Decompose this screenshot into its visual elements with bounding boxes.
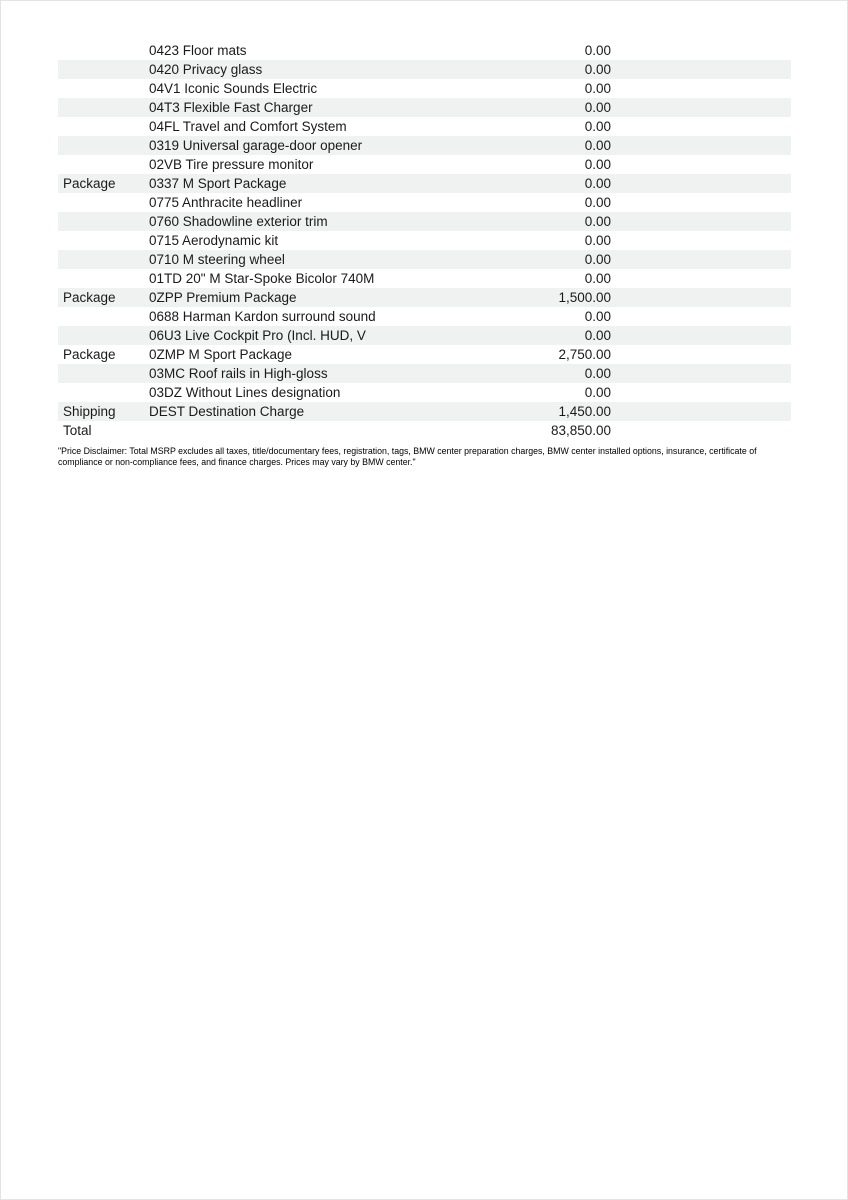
row-category: Shipping [63, 404, 116, 419]
row-price: 0.00 [584, 252, 611, 267]
row-spacer [611, 421, 791, 440]
option-row [58, 383, 791, 402]
option-row [58, 345, 791, 364]
option-row [58, 174, 791, 193]
row-category [58, 117, 149, 136]
row-category [58, 212, 149, 231]
row-price: 0.00 [584, 157, 611, 172]
option-row [58, 79, 791, 98]
row-category: Package [63, 347, 116, 362]
row-price: 0.00 [584, 366, 611, 381]
row-description: 04T3 Flexible Fast Charger [149, 100, 313, 115]
row-price: 0.00 [584, 271, 611, 286]
row-spacer [611, 402, 791, 421]
row-spacer [611, 345, 791, 364]
price-disclaimer: "Price Disclaimer: Total MSRP excludes all taxes, title/documentary fees, registration, tags, BMW center preparation charges, BMW center installed options, insurance, certificate of compliance or non-compliance fees, and finance charges. Prices may vary by BMW center." [58, 446, 757, 467]
row-spacer [611, 136, 791, 155]
row-spacer [611, 364, 791, 383]
option-row [58, 364, 791, 383]
option-row [58, 231, 791, 250]
row-description [149, 421, 514, 440]
row-spacer [611, 98, 791, 117]
row-spacer [611, 117, 791, 136]
row-category: Package [63, 176, 116, 191]
row-price: 0.00 [584, 119, 611, 134]
option-row [58, 212, 791, 231]
row-description: 03DZ Without Lines designation [149, 385, 341, 400]
row-category [58, 79, 149, 98]
row-spacer [611, 288, 791, 307]
row-category [58, 60, 149, 79]
row-price: 0.00 [584, 43, 611, 58]
option-row [58, 60, 791, 79]
row-category [58, 269, 149, 288]
row-description: 0337 M Sport Package [149, 176, 287, 191]
row-price: 0.00 [584, 328, 611, 343]
row-category [58, 41, 149, 60]
row-description: 0423 Floor mats [149, 43, 247, 58]
row-category [58, 231, 149, 250]
row-description: 0775 Anthracite headliner [149, 195, 303, 210]
row-price: 1,500.00 [558, 290, 611, 305]
row-spacer [611, 250, 791, 269]
row-description: 01TD 20" M Star-Spoke Bicolor 740M [149, 271, 375, 286]
row-spacer [611, 155, 791, 174]
option-row [58, 41, 791, 60]
option-row [58, 117, 791, 136]
row-description: 04FL Travel and Comfort System [149, 119, 347, 134]
option-row [58, 269, 791, 288]
option-row [58, 136, 791, 155]
row-description: DEST Destination Charge [149, 404, 305, 419]
row-description: 0ZPP Premium Package [149, 290, 297, 305]
row-spacer [611, 231, 791, 250]
row-description: 0710 M steering wheel [149, 252, 285, 267]
row-price: 0.00 [584, 385, 611, 400]
row-description: 04V1 Iconic Sounds Electric [149, 81, 318, 96]
row-price: 0.00 [584, 195, 611, 210]
row-category [58, 326, 149, 345]
option-row [58, 326, 791, 345]
row-spacer [611, 269, 791, 288]
row-price: 1,450.00 [558, 404, 611, 419]
row-spacer [611, 383, 791, 402]
option-row [58, 288, 791, 307]
row-spacer [611, 174, 791, 193]
row-price: 83,850.00 [550, 423, 611, 438]
row-spacer [611, 326, 791, 345]
row-price: 0.00 [584, 100, 611, 115]
row-category: Total [63, 423, 92, 438]
row-spacer [611, 79, 791, 98]
row-price: 0.00 [584, 81, 611, 96]
row-description: 0319 Universal garage-door opener [149, 138, 363, 153]
row-description: 0ZMP M Sport Package [149, 347, 293, 362]
option-row [58, 250, 791, 269]
row-category [58, 193, 149, 212]
option-row [58, 155, 791, 174]
option-row [58, 307, 791, 326]
option-row [58, 421, 791, 440]
row-price: 0.00 [584, 309, 611, 324]
row-spacer [611, 307, 791, 326]
row-spacer [611, 60, 791, 79]
row-spacer [611, 212, 791, 231]
row-category [58, 98, 149, 117]
row-description: 03MC Roof rails in High-gloss [149, 366, 328, 381]
vehicle-options-table [58, 41, 791, 440]
row-price: 0.00 [584, 62, 611, 77]
row-description: 02VB Tire pressure monitor [149, 157, 314, 172]
row-category [58, 250, 149, 269]
row-category: Package [63, 290, 116, 305]
row-price: 2,750.00 [558, 347, 611, 362]
row-category [58, 364, 149, 383]
row-category [58, 307, 149, 326]
row-description: 0715 Aerodynamic kit [149, 233, 279, 248]
row-description: 0760 Shadowline exterior trim [149, 214, 328, 229]
row-price: 0.00 [584, 176, 611, 191]
row-description: 06U3 Live Cockpit Pro (Incl. HUD, V [149, 328, 366, 343]
row-price: 0.00 [584, 138, 611, 153]
row-category [58, 155, 149, 174]
option-row [58, 193, 791, 212]
row-description: 0420 Privacy glass [149, 62, 263, 77]
row-spacer [611, 41, 791, 60]
row-price: 0.00 [584, 214, 611, 229]
row-category [58, 136, 149, 155]
row-spacer [611, 193, 791, 212]
row-description: 0688 Harman Kardon surround sound [149, 309, 376, 324]
row-category [58, 383, 149, 402]
row-price: 0.00 [584, 233, 611, 248]
option-row [58, 402, 791, 421]
option-row [58, 98, 791, 117]
